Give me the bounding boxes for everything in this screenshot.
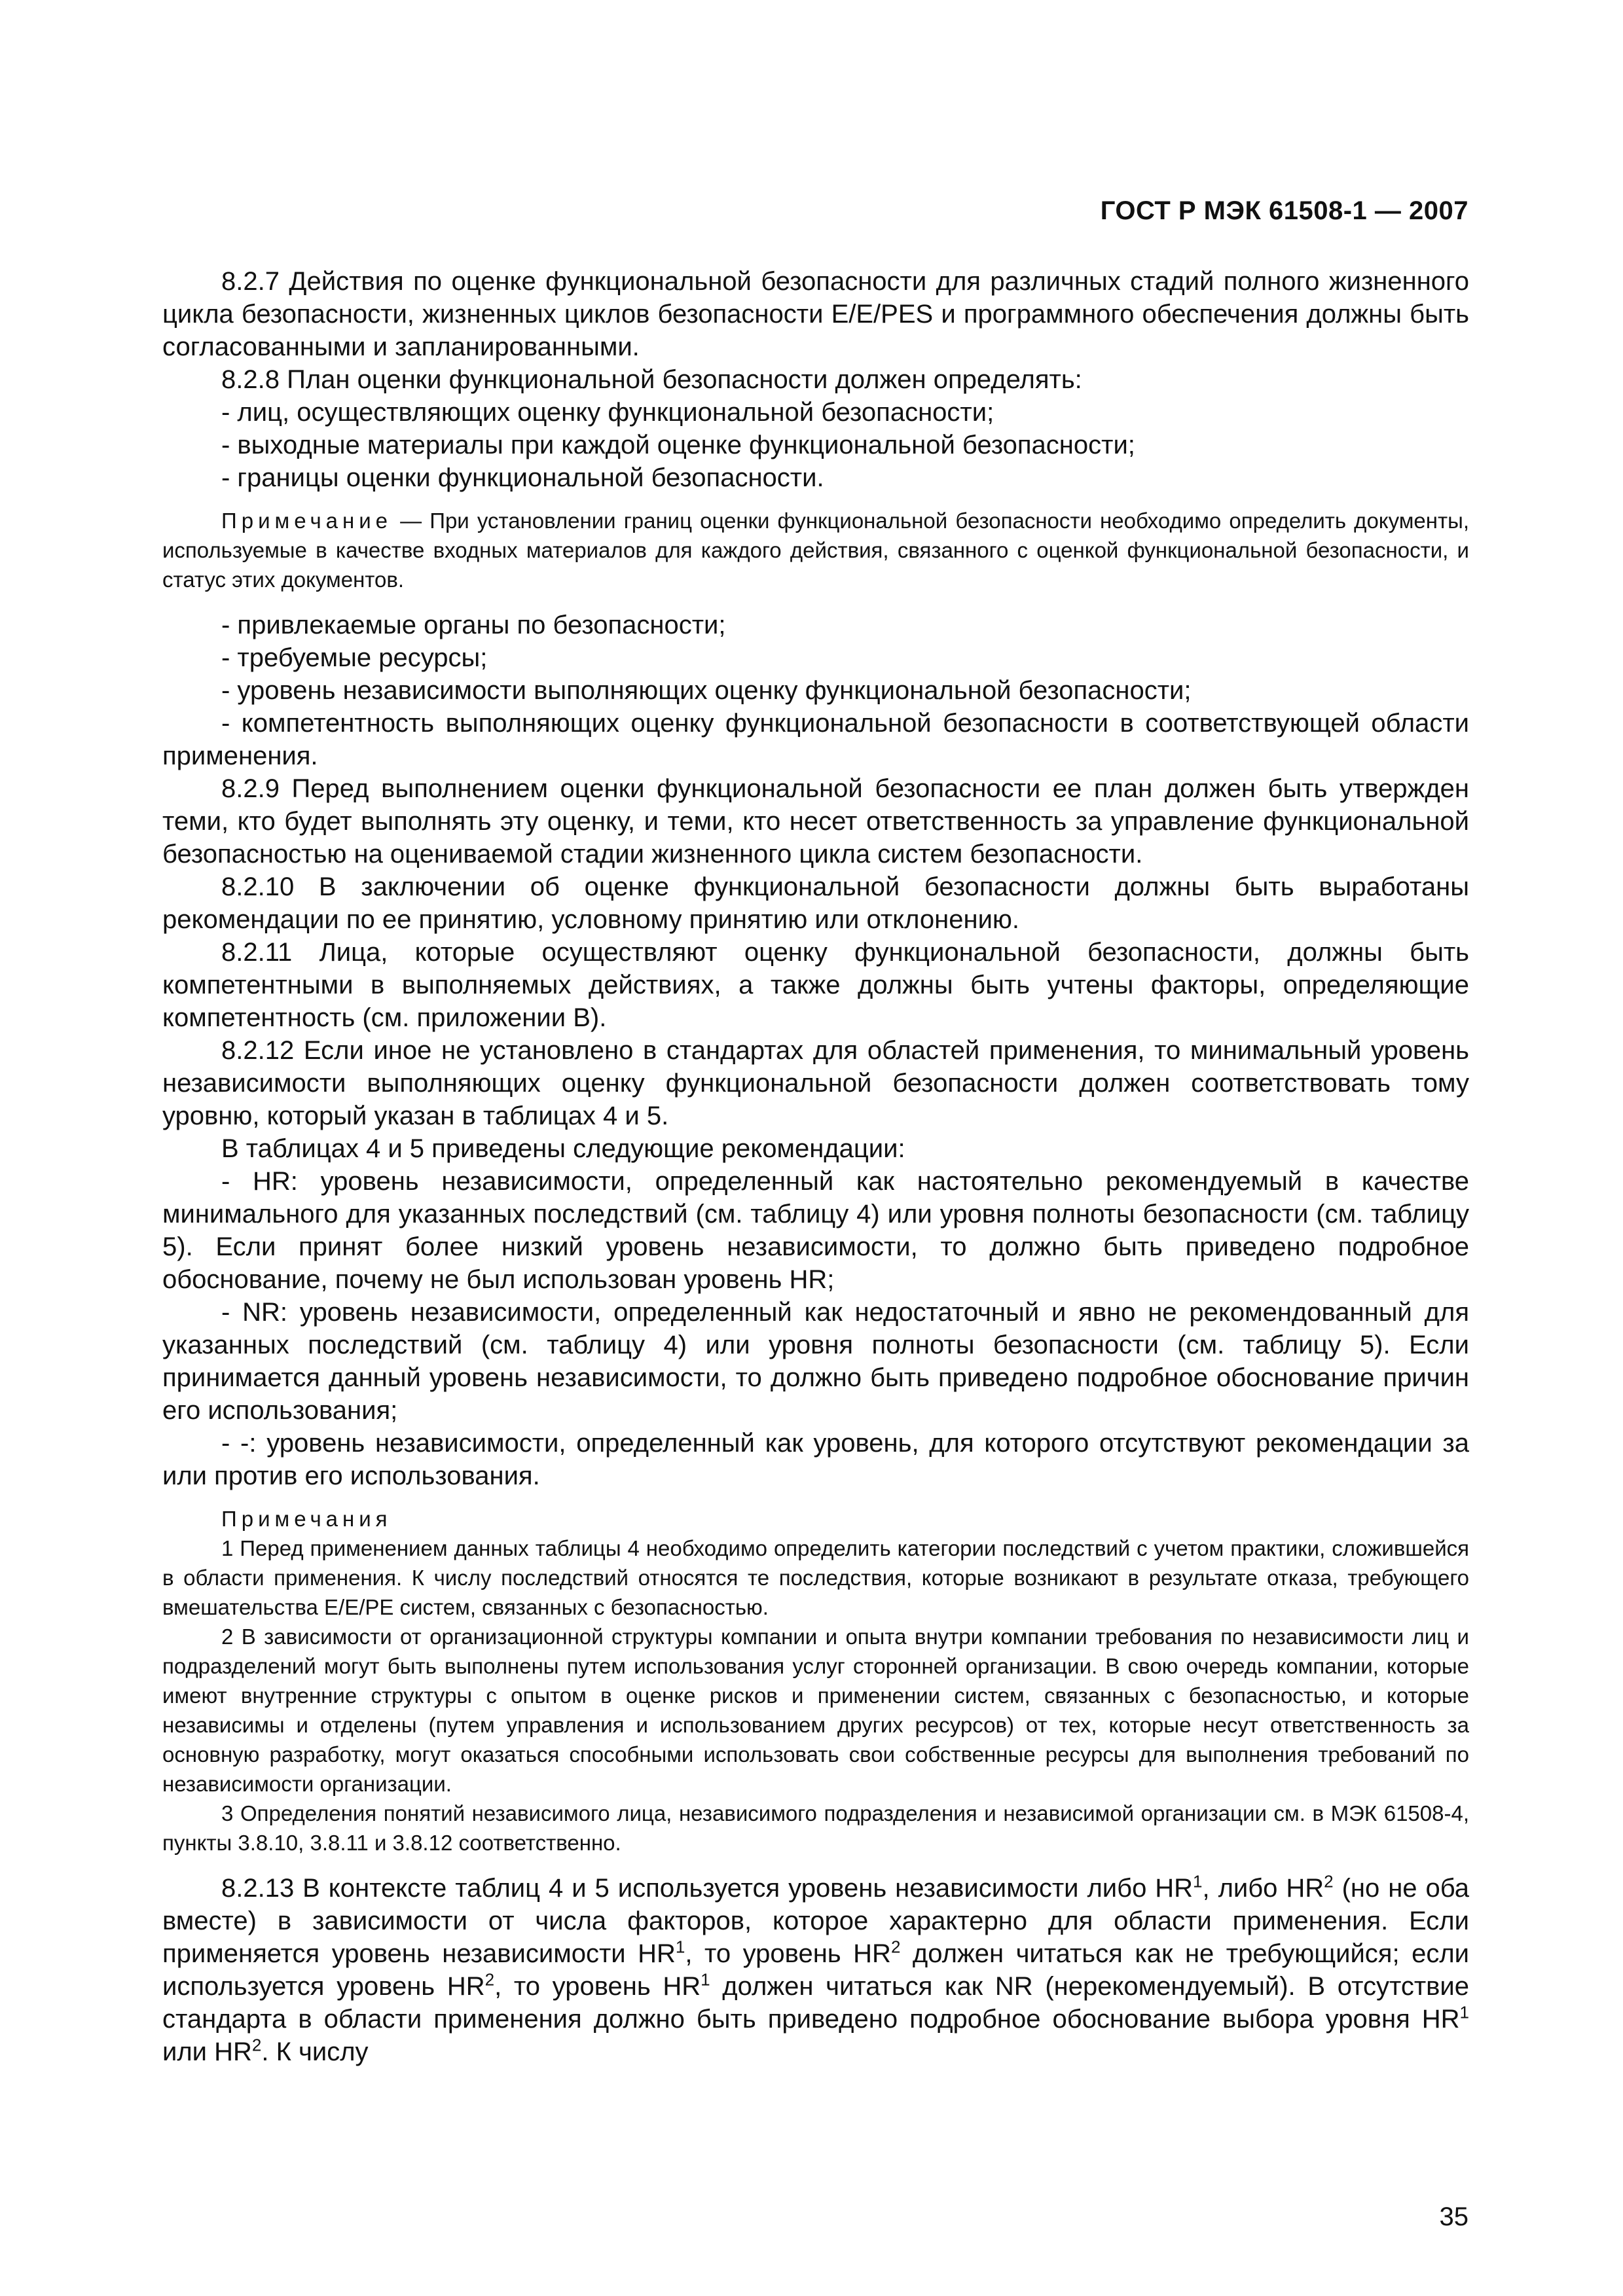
list-item: - привлекаемые органы по безопасности; — [221, 611, 726, 639]
list-item: - лиц, осуществляющих оценку функциональной безопасности; — [221, 398, 994, 427]
paragraph-8-2-9: 8.2.9 Перед выполнением оценки функциональной безопасности ее план должен быть утвержден теми, кто будет выполнять эту оценку, и теми, кто несет ответственность за управление функциональной безопасностью на оцениваемой стадии жизненного цикла систем безопасности. — [162, 774, 1469, 869]
paragraph-8-2-12: 8.2.12 Если иное не установлено в стандартах для областей применения, то минимальный уровень независимости выполняющих оценку функциональной безопасности должен соответствовать тому уровню, который указан в таблицах 4 и 5. — [162, 1036, 1469, 1130]
paragraph-8-2-8: 8.2.8 План оценки функциональной безопасности должен определять: — [221, 365, 1082, 394]
list-item: - требуемые ресурсы; — [221, 643, 488, 672]
page-number: 35 — [1439, 2202, 1468, 2231]
paragraph-tables-intro: В таблицах 4 и 5 приведены следующие рекомендации: — [221, 1134, 905, 1163]
list-item: - границы оценки функциональной безопасности. — [221, 463, 824, 492]
note-3: 3 Определения понятий независимого лица, независимого подразделения и независимой организации см. в МЭК 61508-4, пункты 3.8.10, 3.8.11 и 3.8.12 соответственно. — [162, 1801, 1469, 1855]
note-1: 1 Перед применением данных таблицы 4 необходимо определить категории последствий с учетом практики, сложившейся в области применения. К числу последствий относятся те последствия, которые возникают в результате отказа, требующего вмешательства E/E/PE систем, связанных с безопасностью. — [162, 1536, 1469, 1619]
list-item-dash: - -: уровень независимости, определенный как уровень, для которого отсутствуют рекомендации за или против его использования. — [162, 1429, 1469, 1490]
list-item: - выходные материалы при каждой оценке функциональной безопасности; — [221, 431, 1135, 459]
paragraph-8-2-7: 8.2.7 Действия по оценке функциональной безопасности для различных стадий полного жизненного цикла безопасности, жизненных циклов безопасности E/E/PES и программного обеспечения должны быть согласованными и запланированными. — [162, 267, 1469, 361]
list-item: - компетентность выполняющих оценку функциональной безопасности в соответствующей области применения. — [162, 709, 1469, 770]
document-header: ГОСТ Р МЭК 61508-1 — 2007 — [1100, 196, 1468, 225]
note-2: 2 В зависимости от организационной структуры компании и опыта внутри компании требования по независимости лиц и подразделений могут быть выполнены путем использования услуг сторонней организации. В свою очередь компании, которые имеют внутренние структуры с опытом в оценке рисков и применении систем, связанных с безопасностью, и которые независимы и отделены (путем управления и использованием других ресурсов) от тех, которые несут ответственность за основную разработку, могут оказаться способными использовать свои собственные ресурсы для выполнения требований по независимости организации. — [162, 1624, 1469, 1796]
list-item-nr: - NR: уровень независимости, определенный как недостаточный и явно не рекомендованный для указанных последствий (см. таблицу 4) или уровня полноты безопасности (см. таблицу 5). Если принимается данный уровень независимости, то должно быть приведено подробное обоснование причин его использования; — [162, 1298, 1469, 1425]
paragraph-8-2-13: 8.2.13 В контексте таблиц 4 и 5 используется уровень независимости либо $HR^1$, либо $HR^2$ (но не оба вместе) в зависимости от числа факторов, которое характерно для области применения. Если применяется уровень независимости $HR^1$, то уровень $HR^2$ должен читаться как не требующийся; если используется уровень $HR^2$, то уровень $HR^1$ должен читаться как NR (нерекомендуемый). В отсутствие стандарта в области применения должно быть приведено подробное обоснование выбора уровня $HR^1$ или $HR^2$. К числу — [162, 1871, 1469, 2066]
page-body — [162, 265, 1469, 2068]
list-item-hr: - HR: уровень независимости, определенный как настоятельно рекомендуемый в качестве минимального для указанных последствий (см. таблицу 4) или уровня полноты безопасности (см. таблицу 5). Если принят более низкий уровень независимости, то должно быть приведено подробное обоснование, почему не был использован уровень HR; — [162, 1167, 1469, 1294]
note-block — [162, 506, 1469, 594]
note-text: — При установлении границ оценки функциональной безопасности необходимо определить документы, используемые в качестве входных материалов для каждого действия, связанного с оценкой функциональной безопасности, и статус этих документов. — [162, 509, 1469, 592]
list-item: - уровень независимости выполняющих оценку функциональной безопасности; — [221, 676, 1192, 705]
paragraph-8-2-10: 8.2.10 В заключении об оценке функциональной безопасности должны быть выработаны рекомендации по ее принятию, условному принятию или отклонению. — [162, 872, 1469, 934]
note-label: Примечание — [221, 509, 393, 533]
notes-heading: Примечания — [221, 1507, 392, 1531]
paragraph-8-2-11: 8.2.11 Лица, которые осуществляют оценку функциональной безопасности, должны быть компетентными в выполняемых действиях, а также должны быть учтены факторы, определяющие компетентность (см. приложении B). — [162, 938, 1469, 1032]
